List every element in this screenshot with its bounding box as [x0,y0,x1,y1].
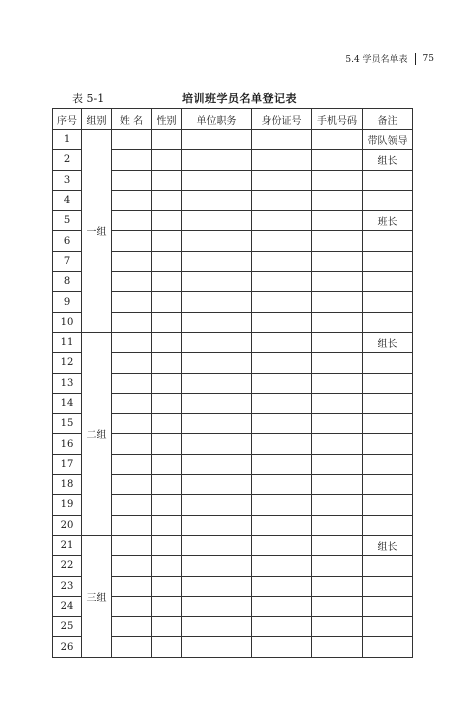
gender-cell [152,292,182,312]
id-number-cell [252,353,312,373]
note-cell: 组长 [363,535,413,555]
name-cell [112,130,152,150]
table-title: 培训班学员名单登记表 [182,92,297,105]
name-cell [112,495,152,515]
id-number-cell [252,251,312,271]
id-number-cell [252,231,312,251]
id-number-cell [252,637,312,657]
name-cell [112,170,152,190]
phone-cell [312,312,363,332]
gender-cell [152,495,182,515]
gender-cell [152,272,182,292]
position-cell [182,130,252,150]
phone-cell [312,292,363,312]
note-cell [363,393,413,413]
row-index: 20 [53,515,82,535]
phone-cell [312,454,363,474]
position-cell [182,637,252,657]
row-index: 22 [53,556,82,576]
name-cell [112,292,152,312]
row-index: 5 [53,211,82,231]
id-number-cell [252,130,312,150]
position-cell [182,150,252,170]
gender-cell [152,576,182,596]
header-row [53,109,413,130]
note-cell [363,596,413,616]
note-cell [363,312,413,332]
note-cell [363,475,413,495]
position-cell [182,617,252,637]
note-cell [363,251,413,271]
name-cell [112,434,152,454]
phone-cell [312,596,363,616]
gender-cell [152,190,182,210]
row-index: 16 [53,434,82,454]
group-cell: 三组 [82,535,112,657]
note-cell [363,617,413,637]
row-index: 24 [53,596,82,616]
note-cell [363,272,413,292]
running-header [345,52,434,65]
note-cell [363,353,413,373]
name-cell [112,150,152,170]
position-cell [182,353,252,373]
gender-cell [152,414,182,434]
gender-cell [152,353,182,373]
row-index: 18 [53,475,82,495]
id-number-cell [252,150,312,170]
note-cell [363,190,413,210]
phone-cell [312,515,363,535]
row-index: 4 [53,190,82,210]
position-cell [182,596,252,616]
id-number-cell [252,454,312,474]
id-number-cell [252,475,312,495]
row-index: 25 [53,617,82,637]
note-cell [363,495,413,515]
id-number-cell [252,535,312,555]
name-cell [112,475,152,495]
id-number-cell [252,292,312,312]
id-number-cell [252,272,312,292]
note-cell [363,292,413,312]
id-number-cell [252,617,312,637]
row-index: 3 [53,170,82,190]
position-cell [182,495,252,515]
col-header-name: 姓 名 [112,109,152,130]
gender-cell [152,312,182,332]
table-row [53,535,413,555]
gender-cell [152,434,182,454]
phone-cell [312,617,363,637]
position-cell [182,312,252,332]
id-number-cell [252,190,312,210]
row-index: 21 [53,535,82,555]
name-cell [112,515,152,535]
row-index: 19 [53,495,82,515]
row-index: 8 [53,272,82,292]
note-cell: 组长 [363,150,413,170]
col-header-position: 单位职务 [182,109,252,130]
position-cell [182,292,252,312]
gender-cell [152,637,182,657]
position-cell [182,556,252,576]
name-cell [112,393,152,413]
row-index: 1 [53,130,82,150]
col-header-index: 序号 [53,109,82,130]
note-cell [363,373,413,393]
phone-cell [312,637,363,657]
position-cell [182,535,252,555]
note-cell [363,556,413,576]
name-cell [112,414,152,434]
col-header-gender: 性别 [152,109,182,130]
gender-cell [152,231,182,251]
row-index: 26 [53,637,82,657]
group-cell: 一组 [82,130,112,333]
row-index: 14 [53,393,82,413]
section-title: 5.4 学员名单表 [345,55,408,65]
table-row [53,332,413,352]
phone-cell [312,393,363,413]
row-index: 6 [53,231,82,251]
name-cell [112,373,152,393]
row-index: 10 [53,312,82,332]
row-index: 2 [53,150,82,170]
row-index: 23 [53,576,82,596]
gender-cell [152,617,182,637]
position-cell [182,434,252,454]
phone-cell [312,576,363,596]
id-number-cell [252,332,312,352]
gender-cell [152,454,182,474]
position-cell [182,332,252,352]
name-cell [112,211,152,231]
phone-cell [312,535,363,555]
note-cell [363,170,413,190]
id-number-cell [252,515,312,535]
position-cell [182,190,252,210]
position-cell [182,231,252,251]
row-index: 9 [53,292,82,312]
phone-cell [312,130,363,150]
id-number-cell [252,393,312,413]
id-number-cell [252,373,312,393]
gender-cell [152,170,182,190]
name-cell [112,332,152,352]
note-cell [363,576,413,596]
name-cell [112,353,152,373]
position-cell [182,170,252,190]
col-header-id-number: 身份证号 [252,109,312,130]
position-cell [182,251,252,271]
phone-cell [312,251,363,271]
phone-cell [312,190,363,210]
name-cell [112,272,152,292]
name-cell [112,596,152,616]
phone-cell [312,495,363,515]
position-cell [182,211,252,231]
phone-cell [312,332,363,352]
col-header-group: 组别 [82,109,112,130]
note-cell [363,515,413,535]
note-cell: 班长 [363,211,413,231]
gender-cell [152,150,182,170]
name-cell [112,556,152,576]
row-index: 11 [53,332,82,352]
phone-cell [312,272,363,292]
name-cell [112,312,152,332]
phone-cell [312,231,363,251]
id-number-cell [252,312,312,332]
phone-cell [312,373,363,393]
phone-cell [312,353,363,373]
roster-table [52,108,413,658]
name-cell [112,231,152,251]
gender-cell [152,535,182,555]
position-cell [182,393,252,413]
position-cell [182,272,252,292]
position-cell [182,515,252,535]
name-cell [112,576,152,596]
note-cell [363,231,413,251]
gender-cell [152,596,182,616]
phone-cell [312,556,363,576]
group-cell: 二组 [82,332,112,535]
phone-cell [312,211,363,231]
note-cell [363,637,413,657]
table-row [53,130,413,150]
position-cell [182,475,252,495]
row-index: 13 [53,373,82,393]
gender-cell [152,332,182,352]
phone-cell [312,170,363,190]
gender-cell [152,556,182,576]
position-cell [182,454,252,474]
id-number-cell [252,556,312,576]
header-divider [415,53,416,65]
id-number-cell [252,170,312,190]
note-cell [363,434,413,454]
phone-cell [312,434,363,454]
gender-cell [152,211,182,231]
id-number-cell [252,596,312,616]
id-number-cell [252,434,312,454]
id-number-cell [252,576,312,596]
phone-cell [312,414,363,434]
col-header-phone: 手机号码 [312,109,363,130]
gender-cell [152,373,182,393]
phone-cell [312,150,363,170]
gender-cell [152,475,182,495]
id-number-cell [252,414,312,434]
name-cell [112,637,152,657]
gender-cell [152,130,182,150]
position-cell [182,576,252,596]
table-id: 表 5-1 [72,92,105,105]
phone-cell [312,475,363,495]
row-index: 7 [53,251,82,271]
position-cell [182,373,252,393]
name-cell [112,251,152,271]
note-cell [363,414,413,434]
name-cell [112,190,152,210]
id-number-cell [252,495,312,515]
roster-body [53,130,413,658]
gender-cell [152,251,182,271]
name-cell [112,535,152,555]
note-cell: 带队领导 [363,130,413,150]
gender-cell [152,393,182,413]
name-cell [112,454,152,474]
position-cell [182,414,252,434]
note-cell: 组长 [363,332,413,352]
page-number: 75 [422,53,434,64]
col-header-note: 备注 [363,109,413,130]
id-number-cell [252,211,312,231]
gender-cell [152,515,182,535]
row-index: 17 [53,454,82,474]
name-cell [112,617,152,637]
note-cell [363,454,413,474]
row-index: 15 [53,414,82,434]
row-index: 12 [53,353,82,373]
